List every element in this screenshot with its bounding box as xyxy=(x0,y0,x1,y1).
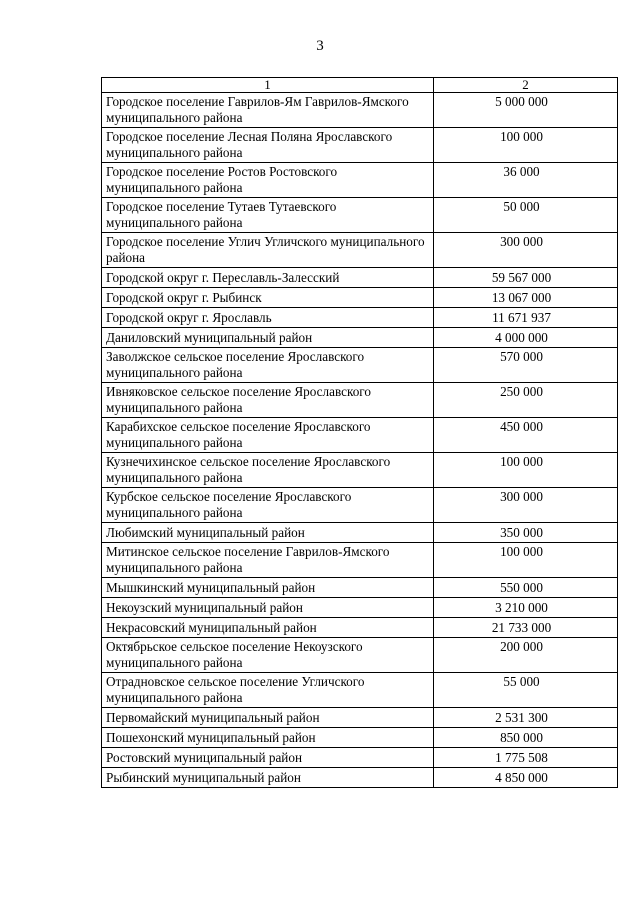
table-row xyxy=(102,328,618,348)
table-row xyxy=(102,268,618,288)
table-row xyxy=(102,308,618,328)
table-row xyxy=(102,93,618,128)
table-body xyxy=(102,93,618,788)
row-amount: 350 000 xyxy=(434,523,618,543)
table-row xyxy=(102,523,618,543)
table-row xyxy=(102,418,618,453)
table-row xyxy=(102,578,618,598)
row-amount: 570 000 xyxy=(434,348,618,383)
table-row xyxy=(102,673,618,708)
row-amount: 300 000 xyxy=(434,488,618,523)
row-entity-name: Городское поселение Ростов Ростовского муниципального района xyxy=(102,163,434,198)
row-amount: 1 775 508 xyxy=(434,748,618,768)
table-row xyxy=(102,163,618,198)
page-number: 3 xyxy=(316,38,324,54)
row-entity-name: Кузнечихинское сельское поселение Ярославского муниципального района xyxy=(102,453,434,488)
row-amount: 36 000 xyxy=(434,163,618,198)
row-entity-name: Ивняковское сельское поселение Ярославского муниципального района xyxy=(102,383,434,418)
row-amount: 21 733 000 xyxy=(434,618,618,638)
row-amount: 13 067 000 xyxy=(434,288,618,308)
column-header-2: 2 xyxy=(434,78,618,93)
row-entity-name: Даниловский муниципальный район xyxy=(102,328,434,348)
table-row xyxy=(102,543,618,578)
row-entity-name: Заволжское сельское поселение Ярославского муниципального района xyxy=(102,348,434,383)
row-entity-name: Курбское сельское поселение Ярославского муниципального района xyxy=(102,488,434,523)
table-row xyxy=(102,128,618,163)
table-header xyxy=(102,78,618,93)
row-amount: 2 531 300 xyxy=(434,708,618,728)
row-entity-name: Любимский муниципальный район xyxy=(102,523,434,543)
row-entity-name: Пошехонский муниципальный район xyxy=(102,728,434,748)
row-entity-name: Некоузский муниципальный район xyxy=(102,598,434,618)
row-amount: 300 000 xyxy=(434,233,618,268)
row-amount: 450 000 xyxy=(434,418,618,453)
row-entity-name: Городское поселение Гаврилов-Ям Гаврилов-Ямского муниципального района xyxy=(102,93,434,128)
table-row xyxy=(102,288,618,308)
row-entity-name: Городское поселение Углич Угличского муниципального района xyxy=(102,233,434,268)
row-amount: 3 210 000 xyxy=(434,598,618,618)
row-entity-name: Митинское сельское поселение Гаврилов-Ямского муниципального района xyxy=(102,543,434,578)
row-entity-name: Первомайский муниципальный район xyxy=(102,708,434,728)
row-amount: 100 000 xyxy=(434,128,618,163)
row-amount: 50 000 xyxy=(434,198,618,233)
row-amount: 250 000 xyxy=(434,383,618,418)
allocation-table xyxy=(101,77,618,788)
row-amount: 100 000 xyxy=(434,453,618,488)
table-row xyxy=(102,233,618,268)
table-row xyxy=(102,618,618,638)
row-entity-name: Некрасовский муниципальный район xyxy=(102,618,434,638)
row-entity-name: Городской округ г. Рыбинск xyxy=(102,288,434,308)
row-entity-name: Ростовский муниципальный район xyxy=(102,748,434,768)
table-row xyxy=(102,453,618,488)
row-entity-name: Городской округ г. Ярославль xyxy=(102,308,434,328)
row-amount: 5 000 000 xyxy=(434,93,618,128)
row-amount: 59 567 000 xyxy=(434,268,618,288)
row-amount: 200 000 xyxy=(434,638,618,673)
table-row xyxy=(102,598,618,618)
row-amount: 850 000 xyxy=(434,728,618,748)
row-entity-name: Октябрьское сельское поселение Некоузского муниципального района xyxy=(102,638,434,673)
row-amount: 11 671 937 xyxy=(434,308,618,328)
row-entity-name: Рыбинский муниципальный район xyxy=(102,768,434,788)
row-amount: 4 850 000 xyxy=(434,768,618,788)
row-entity-name: Отрадновское сельское поселение Угличского муниципального района xyxy=(102,673,434,708)
table-row xyxy=(102,748,618,768)
row-amount: 550 000 xyxy=(434,578,618,598)
table-header-row xyxy=(102,78,618,93)
row-amount: 100 000 xyxy=(434,543,618,578)
table-row xyxy=(102,768,618,788)
table-row xyxy=(102,198,618,233)
table-row xyxy=(102,488,618,523)
row-entity-name: Карабихское сельское поселение Ярославского муниципального района xyxy=(102,418,434,453)
column-header-1: 1 xyxy=(102,78,434,93)
row-entity-name: Городской округ г. Переславль-Залесский xyxy=(102,268,434,288)
table-row xyxy=(102,708,618,728)
row-amount: 55 000 xyxy=(434,673,618,708)
row-entity-name: Городское поселение Лесная Поляна Ярославского муниципального района xyxy=(102,128,434,163)
row-entity-name: Мышкинский муниципальный район xyxy=(102,578,434,598)
table-row xyxy=(102,728,618,748)
row-entity-name: Городское поселение Тутаев Тутаевского муниципального района xyxy=(102,198,434,233)
row-amount: 4 000 000 xyxy=(434,328,618,348)
table-row xyxy=(102,638,618,673)
table-row xyxy=(102,383,618,418)
table-row xyxy=(102,348,618,383)
